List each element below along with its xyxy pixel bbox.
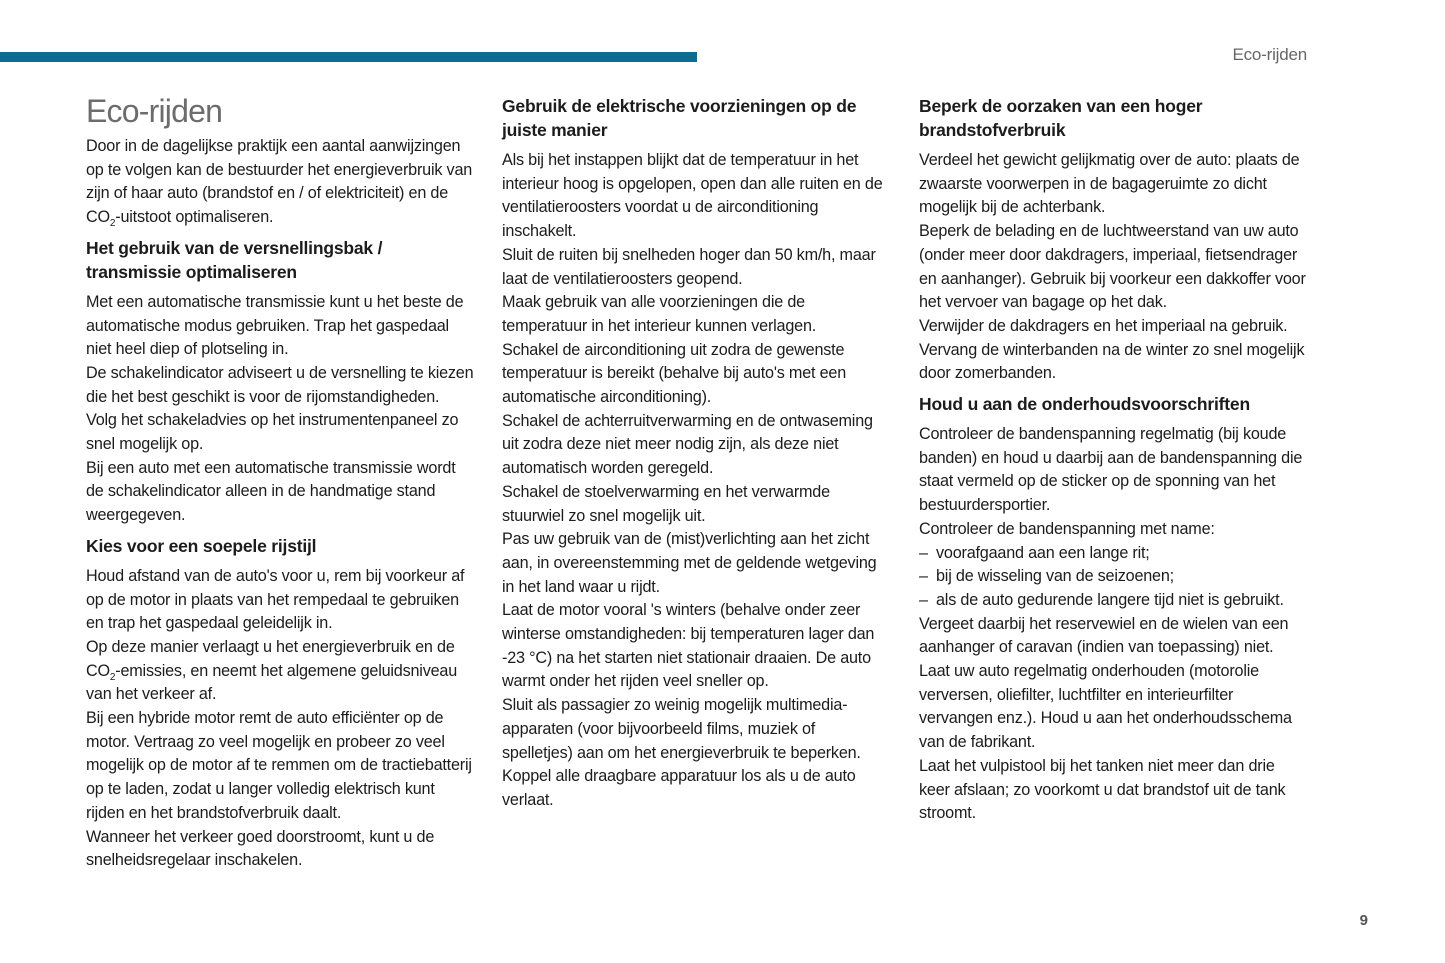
paragraph: Schakel de airconditioning uit zodra de gewenste temperatuur is bereikt (behalve bij auto's met een automatische airconditioning). <box>502 340 847 407</box>
paragraph: Laat uw auto regelmatig onderhouden (motorolie verversen, oliefilter, luchtfilter en interieurfilter vervangen enz.). Houd u aan het onderhoudsschema van de fabrikant. <box>919 662 1292 752</box>
list-item: – als de auto gedurende langere tijd niet is gebruikt. <box>919 589 1307 613</box>
dash-bullet: – <box>919 543 928 562</box>
intro-paragraph: Door in de dagelijkse praktijk een aantal aanwijzingen op te volgen kan de bestuurder het energieverbruik van zijn of haar auto (brandstof en / of elektriciteit) en de $CO_2$-uitstoot optimaliseren. <box>86 137 473 230</box>
paragraph: Pas uw gebruik van de (mist)verlichting aan het zicht aan, in overeenstemming met de geldende wetgeving in het land waar u rijdt. <box>502 530 877 596</box>
paragraph: Vervang de winterbanden na de winter zo snel mogelijk door zomerbanden. <box>919 340 1305 383</box>
dash-bullet: – <box>919 590 928 609</box>
paragraph: Beperk de belading en de luchtweerstand van uw auto (onder meer door dakdragers, imperiaal, fietsendrager en aanhanger). Gebruik bij voorkeur een dakkoffer voor het vervoer van bagage op het dak. <box>919 222 1306 312</box>
paragraph: Verwijder de dakdragers en het imperiaal na gebruik. <box>919 316 1288 335</box>
subscript: 2 <box>109 671 116 683</box>
column-1 <box>86 94 474 873</box>
paragraph: Maak gebruik van alle voorzieningen die de temperatuur in het interieur kunnen verlagen. <box>502 293 817 335</box>
paragraph: Houd afstand van de auto's voor u, rem bij voorkeur af op de motor in plaats van het rempedaal te gebruiken en trap het gaspedaal geleidelijk in. <box>86 566 465 633</box>
running-header: Eco-rijden <box>1232 45 1307 64</box>
section-heading-transmission: Het gebruik van de versnellingsbak / transmissie optimaliseren <box>86 237 383 282</box>
page-number: 9 <box>1359 912 1368 929</box>
paragraph: Sluit als passagier zo weinig mogelijk multimedia-apparaten (voor bijvoorbeeld films, muziek of spelletjes) aan om het energieverbruik te beperken. <box>502 696 861 762</box>
dash-bullet: – <box>919 567 928 586</box>
paragraph: Als bij het instappen blijkt dat de temperatuur in het interieur hoog is opgelopen, open dan alle ruiten en de ventilatieroosters voordat u de airconditioning inschakelt. <box>502 151 883 241</box>
section-heading-driving-style: Kies voor een soepele rijstijl <box>86 535 317 556</box>
paragraph: Controleer de bandenspanning regelmatig (bij koude banden) en houd u daarbij aan de bandenspanning die staat vermeld op de sticker op de sponning van het bestuurdersportier. <box>919 425 1303 515</box>
column-2 <box>502 94 890 813</box>
paragraph: Bij een auto met een automatische transmissie wordt de schakelindicator alleen in de handmatige stand weergegeven. <box>86 458 456 525</box>
section-heading-fuel-consumption: Beperk de oorzaken van een hoger brandstofverbruik <box>919 96 1203 140</box>
paragraph: Schakel de stoelverwarming en het verwarmde stuurwiel zo snel mogelijk uit. <box>502 482 830 525</box>
column-3 <box>919 94 1307 826</box>
paragraph: De schakelindicator adviseert u de versnelling te kiezen die het best geschikt is voor de rijomstandigheden. Volg het schakeladvies op het instrumentenpaneel zo snel mogelijk op. <box>86 363 474 454</box>
list-item: – bij de wisseling van de seizoenen; <box>919 565 1307 589</box>
section-heading-maintenance: Houd u aan de onderhoudsvoorschriften <box>919 394 1250 415</box>
paragraph: Vergeet daarbij het reservewiel en de wielen van een aanhanger of caravan (indien van toepassing) niet. <box>919 614 1289 657</box>
paragraph: Met een automatische transmissie kunt u het beste de automatische modus gebruiken. Trap het gaspedaal niet heel diep of plotseling in. <box>86 292 464 359</box>
paragraph: Verdeel het gewicht gelijkmatig over de auto: plaats de zwaarste voorwerpen in de bagageruimte zo dicht mogelijk bij de achterbank. <box>919 151 1300 217</box>
paragraph: Op deze manier verlaagt u het energieverbruik en de $CO_2$-emissies, en neemt het algemene geluidsniveau van het verkeer af. <box>86 637 457 704</box>
paragraph: Koppel alle draagbare apparatuur los als u de auto verlaat. <box>502 767 856 809</box>
section-heading-electrical: Gebruik de elektrische voorzieningen op de juiste manier <box>502 96 857 140</box>
paragraph: Controleer de bandenspanning met name: <box>919 519 1215 538</box>
header-accent-bar <box>0 52 697 62</box>
paragraph: Laat het vulpistool bij het tanken niet meer dan drie keer afslaan; zo voorkomt u dat brandstof uit de tank stroomt. <box>919 756 1286 823</box>
paragraph: Bij een hybride motor remt de auto efficiënter op de motor. Vertraag zo veel mogelijk en probeer zo veel mogelijk op de motor af te remmen om de tractiebatterij op te laden, zodat u langer volledig elektrisch kunt rijden en het brandstofverbruik daalt. <box>86 709 472 822</box>
paragraph: Sluit de ruiten bij snelheden hoger dan 50 km/h, maar laat de ventilatieroosters geopend. <box>502 245 876 288</box>
paragraph: Wanneer het verkeer goed doorstroomt, kunt u de snelheidsregelaar inschakelen. <box>86 827 435 870</box>
paragraph: Schakel de achterruitverwarming en de ontwaseming uit zodra deze niet meer nodig zijn, als deze niet automatisch worden geregeld. <box>502 411 873 478</box>
list-item: – voorafgaand aan een lange rit; <box>919 542 1307 566</box>
subscript: 2 <box>109 218 116 230</box>
tire-pressure-list <box>919 542 1307 613</box>
paragraph: Laat de motor vooral 's winters (behalve onder zeer winterse omstandigheden: bij temperaturen lager dan -23 °C) na het starten niet stationair draaien. De auto warmt onder het rijden veel sneller op. <box>502 601 875 691</box>
page-title: Eco-rijden <box>86 93 223 129</box>
